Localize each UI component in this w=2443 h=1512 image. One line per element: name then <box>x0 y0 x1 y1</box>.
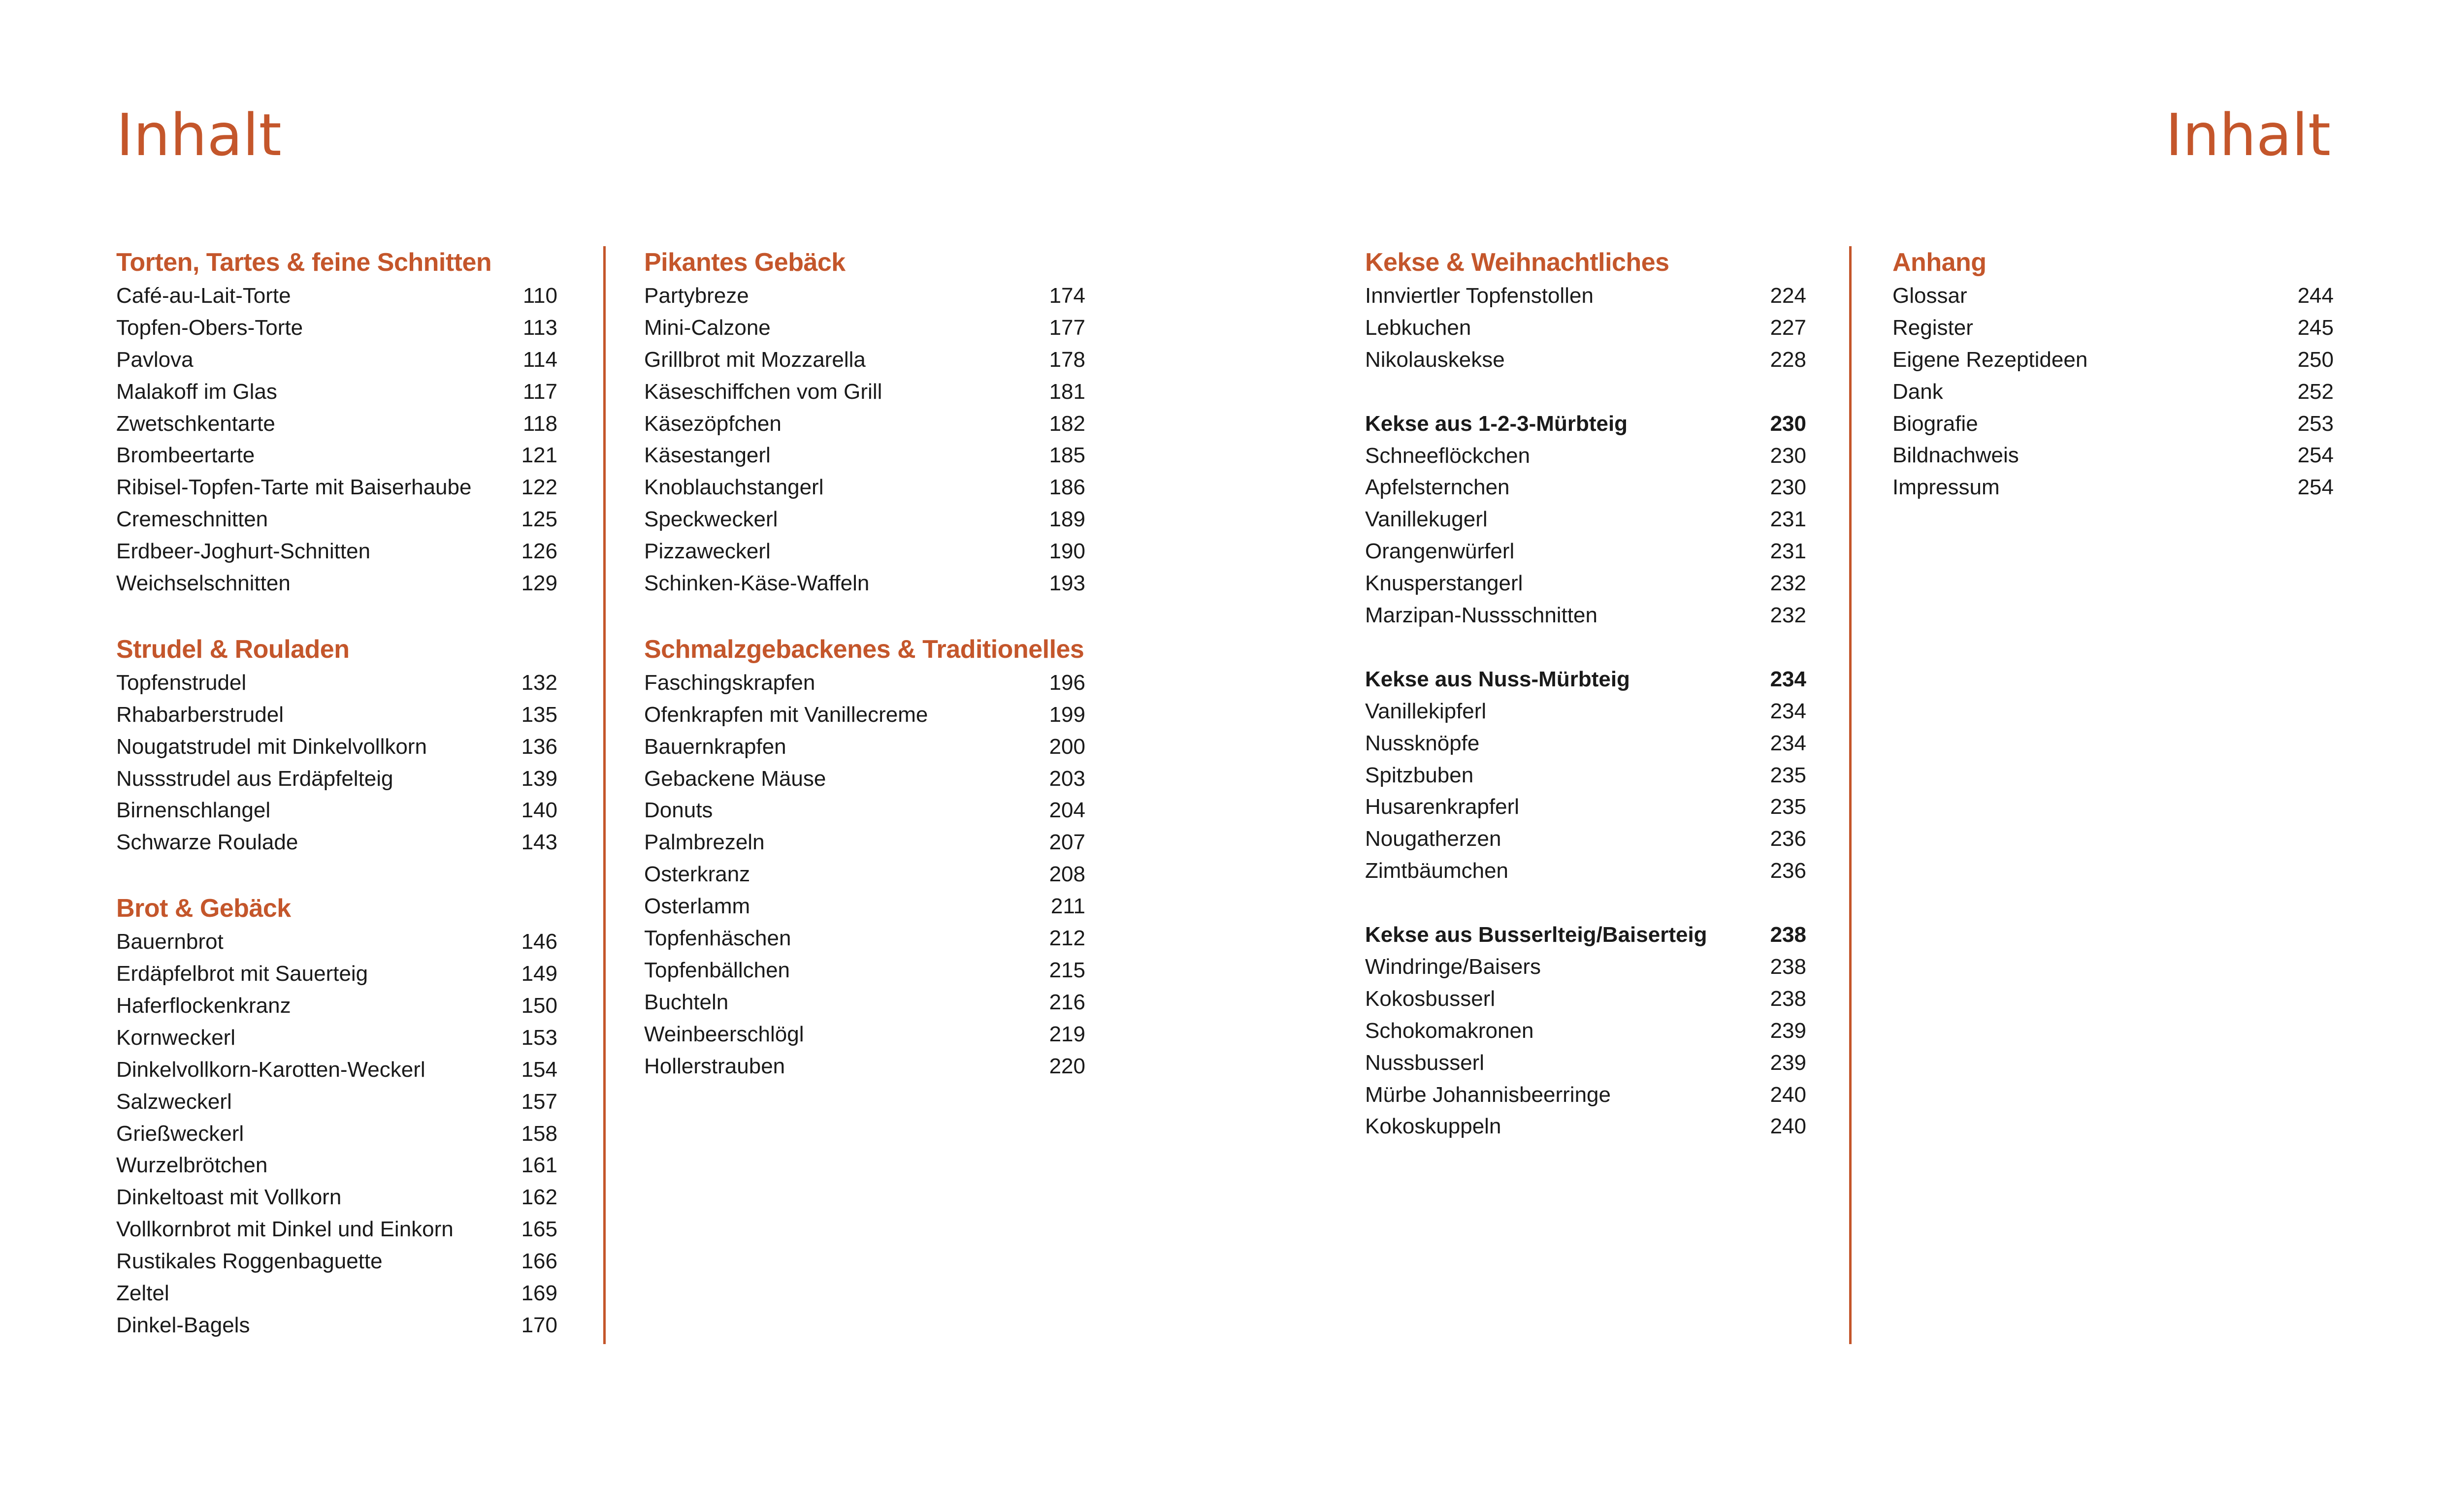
toc-entry <box>644 1019 1085 1051</box>
entry-page-number: 231 <box>1770 507 1806 532</box>
entry-page-number: 114 <box>522 347 557 372</box>
entry-page-number: 212 <box>1049 926 1085 951</box>
entry-title: Kokosbusserl <box>1365 986 1496 1011</box>
entry-title: Topfen-Obers-Torte <box>116 315 303 340</box>
section-title: Strudel & Rouladen <box>116 635 350 664</box>
toc-entry <box>116 408 557 440</box>
entry-title: Kornweckerl <box>116 1025 236 1050</box>
entry-title: Nussknöpfe <box>1365 731 1480 755</box>
toc-section <box>116 632 557 859</box>
entry-page-number: 238 <box>1770 986 1806 1011</box>
toc-subsection-entry <box>1365 408 1806 440</box>
toc-entry <box>116 667 557 699</box>
entry-title: Husarenkrapferl <box>1365 795 1520 819</box>
entry-page-number: 153 <box>521 1025 557 1050</box>
entry-page-number: 235 <box>1770 763 1806 787</box>
toc-entry <box>644 504 1085 536</box>
entry-page-number: 136 <box>521 734 557 759</box>
toc-column-1 <box>116 245 557 1374</box>
toc-entry <box>116 795 557 827</box>
entry-title: Vanillekugerl <box>1365 507 1488 532</box>
entry-title: Partybreze <box>644 284 749 308</box>
entry-page-number: 174 <box>1049 284 1085 308</box>
entry-title: Dinkelvollkorn-Karotten-Weckerl <box>116 1057 425 1082</box>
entry-title: Knusperstangerl <box>1365 571 1523 596</box>
entry-title: Weinbeerschlögl <box>644 1022 804 1046</box>
toc-entry <box>1365 760 1806 792</box>
toc-entry <box>116 1246 557 1278</box>
entry-title: Schwarze Roulade <box>116 830 298 855</box>
toc-entry <box>116 1182 557 1214</box>
entry-title: Café-au-Lait-Torte <box>116 284 291 308</box>
toc-section <box>1365 245 1806 376</box>
entry-page-number: 207 <box>1049 830 1085 855</box>
entry-title: Rustikales Roggenbaguette <box>116 1249 383 1274</box>
toc-entry <box>1365 504 1806 536</box>
toc-entry <box>1365 855 1806 887</box>
toc-entry <box>116 731 557 763</box>
entry-page-number: 199 <box>1049 702 1085 727</box>
entry-title: Kekse aus Busserlteig/Baiserteig <box>1365 923 1707 947</box>
entry-title: Speckweckerl <box>644 507 778 532</box>
entry-page-number: 232 <box>1770 571 1806 596</box>
entry-title: Wurzelbrötchen <box>116 1153 268 1178</box>
entry-title: Nougatstrudel mit Dinkelvollkorn <box>116 734 427 759</box>
entry-page-number: 240 <box>1770 1082 1806 1107</box>
entry-title: Dinkel-Bagels <box>116 1313 250 1337</box>
entry-title: Grillbrot mit Mozzarella <box>644 347 866 372</box>
entry-title: Schneeflöckchen <box>1365 443 1531 468</box>
toc-entry <box>1892 440 2334 472</box>
toc-entry <box>644 955 1085 987</box>
entry-page-number: 215 <box>1049 958 1085 982</box>
toc-entry <box>116 1214 557 1246</box>
toc-column-4 <box>1892 245 2334 536</box>
entry-page-number: 122 <box>521 475 557 500</box>
entry-title: Gebackene Mäuse <box>644 766 826 791</box>
toc-entry <box>1365 983 1806 1015</box>
toc-entry <box>1365 791 1806 823</box>
entry-title: Weichselschnitten <box>116 571 291 596</box>
column-divider-right <box>1849 246 1852 1344</box>
entry-title: Osterlamm <box>644 894 750 919</box>
entry-page-number: 110 <box>522 284 557 308</box>
entry-title: Mini-Calzone <box>644 315 771 340</box>
entry-title: Bauernbrot <box>116 930 224 954</box>
entry-title: Apfelsternchen <box>1365 475 1510 500</box>
entry-page-number: 143 <box>521 830 557 855</box>
entry-title: Mürbe Johannisbeerringe <box>1365 1082 1611 1107</box>
toc-entry <box>116 376 557 408</box>
entry-title: Nikolauskekse <box>1365 347 1505 372</box>
page-title-left: Inhalt <box>116 101 282 169</box>
entry-title: Zimtbäumchen <box>1365 859 1509 883</box>
toc-entry <box>1892 376 2334 408</box>
entry-title: Brombeertarte <box>116 443 255 468</box>
toc-entry <box>1892 472 2334 504</box>
toc-entry <box>1365 440 1806 472</box>
toc-entry <box>116 280 557 312</box>
page-title-right: Inhalt <box>2165 101 2331 169</box>
entry-page-number: 200 <box>1049 734 1085 759</box>
entry-title: Birnenschlangel <box>116 798 271 823</box>
entry-title: Topfenhäschen <box>644 926 791 951</box>
toc-entry <box>644 987 1085 1019</box>
toc-entry <box>1365 312 1806 344</box>
toc-entry <box>644 923 1085 955</box>
entry-title: Schokomakronen <box>1365 1018 1534 1043</box>
toc-entry <box>644 344 1085 376</box>
toc-entry <box>644 827 1085 859</box>
toc-entry <box>644 280 1085 312</box>
entry-page-number: 196 <box>1049 670 1085 695</box>
section-title: Torten, Tartes & feine Schnitten <box>116 248 492 277</box>
entry-title: Nougatherzen <box>1365 827 1501 851</box>
toc-column-3 <box>1365 245 1806 1175</box>
entry-title: Dank <box>1892 379 1943 404</box>
toc-entry <box>1365 1111 1806 1143</box>
entry-page-number: 234 <box>1770 667 1806 691</box>
toc-entry <box>644 795 1085 827</box>
entry-title: Pavlova <box>116 347 194 372</box>
entry-page-number: 219 <box>1049 1022 1085 1046</box>
entry-title: Impressum <box>1892 475 2000 500</box>
section-title: Anhang <box>1892 248 1987 277</box>
entry-title: Bauernkrapfen <box>644 734 786 759</box>
entry-page-number: 129 <box>521 571 557 596</box>
entry-page-number: 236 <box>1770 827 1806 851</box>
section-title: Pikantes Gebäck <box>644 248 846 277</box>
entry-title: Hollerstrauben <box>644 1054 785 1078</box>
entry-page-number: 238 <box>1770 923 1806 947</box>
entry-title: Ofenkrapfen mit Vanillecreme <box>644 702 928 727</box>
entry-title: Kekse aus 1-2-3-Mürbteig <box>1365 411 1628 436</box>
entry-page-number: 177 <box>1049 315 1085 340</box>
section-title: Schmalzgebackenes & Traditionelles <box>644 635 1084 664</box>
entry-page-number: 239 <box>1770 1018 1806 1043</box>
entry-page-number: 245 <box>2297 315 2334 340</box>
entry-title: Palmbrezeln <box>644 830 765 855</box>
entry-page-number: 154 <box>521 1057 557 1082</box>
entry-title: Malakoff im Glas <box>116 379 277 404</box>
entry-title: Buchteln <box>644 990 729 1014</box>
toc-entry <box>644 440 1085 472</box>
toc-entry <box>116 958 557 990</box>
entry-page-number: 189 <box>1049 507 1085 532</box>
entry-page-number: 162 <box>521 1185 557 1210</box>
toc-entry <box>116 472 557 504</box>
entry-title: Zeltel <box>116 1281 169 1306</box>
entry-page-number: 132 <box>521 670 557 695</box>
toc-entry <box>116 699 557 731</box>
entry-title: Ribisel-Topfen-Tarte mit Baiserhaube <box>116 475 472 500</box>
toc-entry <box>1365 600 1806 632</box>
entry-page-number: 238 <box>1770 955 1806 979</box>
entry-page-number: 244 <box>2297 284 2334 308</box>
toc-section <box>116 245 557 600</box>
entry-title: Register <box>1892 315 1973 340</box>
entry-page-number: 149 <box>521 962 557 986</box>
entry-title: Marzipan-Nussschnitten <box>1365 603 1597 628</box>
entry-title: Topfenbällchen <box>644 958 790 982</box>
toc-entry <box>644 891 1085 923</box>
section-title: Kekse & Weihnachtliches <box>1365 248 1669 277</box>
toc-entry <box>116 440 557 472</box>
toc-section <box>644 632 1085 1083</box>
toc-subsection-entry <box>1365 919 1806 951</box>
entry-title: Orangenwürferl <box>1365 539 1515 564</box>
entry-page-number: 252 <box>2297 379 2334 404</box>
entry-title: Grießweckerl <box>116 1121 244 1146</box>
entry-page-number: 139 <box>521 766 557 791</box>
entry-page-number: 161 <box>521 1153 557 1178</box>
toc-entry <box>116 1086 557 1118</box>
entry-page-number: 178 <box>1049 347 1085 372</box>
toc-section <box>1365 408 1806 632</box>
entry-page-number: 231 <box>1770 539 1806 564</box>
entry-page-number: 227 <box>1770 315 1806 340</box>
entry-title: Dinkeltoast mit Vollkorn <box>116 1185 342 1210</box>
toc-entry <box>644 859 1085 891</box>
toc-entry <box>116 504 557 536</box>
entry-title: Spitzbuben <box>1365 763 1474 787</box>
entry-title: Nussstrudel aus Erdäpfelteig <box>116 766 393 791</box>
entry-title: Käsezöpfchen <box>644 411 782 436</box>
toc-entry <box>1892 344 2334 376</box>
toc-entry <box>644 408 1085 440</box>
entry-page-number: 208 <box>1049 862 1085 887</box>
entry-title: Glossar <box>1892 284 1967 308</box>
entry-title: Eigene Rezeptideen <box>1892 347 2088 372</box>
toc-entry <box>1365 536 1806 568</box>
entry-title: Nussbusserl <box>1365 1050 1485 1075</box>
toc-entry <box>1365 728 1806 760</box>
toc-entry <box>1365 1015 1806 1047</box>
entry-page-number: 236 <box>1770 859 1806 883</box>
toc-entry <box>644 312 1085 344</box>
toc-entry <box>1365 472 1806 504</box>
entry-title: Bildnachweis <box>1892 443 2019 468</box>
entry-title: Käseschiffchen vom Grill <box>644 379 882 404</box>
entry-page-number: 185 <box>1049 443 1085 468</box>
toc-entry <box>116 1150 557 1182</box>
entry-title: Faschingskrapfen <box>644 670 815 695</box>
toc-entry <box>1365 568 1806 600</box>
entry-title: Donuts <box>644 798 713 823</box>
entry-title: Innviertler Topfenstollen <box>1365 284 1594 308</box>
entry-title: Schinken-Käse-Waffeln <box>644 571 870 596</box>
entry-page-number: 234 <box>1770 731 1806 755</box>
entry-page-number: 230 <box>1770 443 1806 468</box>
entry-page-number: 228 <box>1770 347 1806 372</box>
entry-page-number: 146 <box>521 930 557 954</box>
toc-entry <box>116 1054 557 1086</box>
toc-entry <box>1365 696 1806 728</box>
entry-page-number: 240 <box>1770 1114 1806 1139</box>
entry-title: Vollkornbrot mit Dinkel und Einkorn <box>116 1217 454 1242</box>
entry-title: Rhabarberstrudel <box>116 702 284 727</box>
entry-page-number: 253 <box>2297 411 2334 436</box>
entry-title: Topfenstrudel <box>116 670 247 695</box>
entry-page-number: 166 <box>521 1249 557 1274</box>
toc-section <box>116 891 557 1342</box>
entry-page-number: 230 <box>1770 411 1806 436</box>
entry-page-number: 239 <box>1770 1050 1806 1075</box>
entry-page-number: 234 <box>1770 699 1806 723</box>
entry-title: Windringe/Baisers <box>1365 955 1541 979</box>
toc-entry <box>1892 312 2334 344</box>
toc-entry <box>116 536 557 568</box>
entry-title: Erdäpfelbrot mit Sauerteig <box>116 962 368 986</box>
entry-title: Osterkranz <box>644 862 750 887</box>
entry-page-number: 250 <box>2297 347 2334 372</box>
toc-entry <box>116 312 557 344</box>
toc-entry <box>644 667 1085 699</box>
entry-title: Käsestangerl <box>644 443 771 468</box>
entry-page-number: 182 <box>1049 411 1085 436</box>
entry-page-number: 254 <box>2297 443 2334 468</box>
toc-entry <box>116 990 557 1022</box>
toc-entry <box>116 763 557 795</box>
entry-title: Pizzaweckerl <box>644 539 771 564</box>
entry-title: Knoblauchstangerl <box>644 475 824 500</box>
entry-title: Cremeschnitten <box>116 507 268 532</box>
entry-page-number: 204 <box>1049 798 1085 823</box>
toc-entry <box>116 926 557 958</box>
toc-entry <box>1365 823 1806 855</box>
toc-entry <box>644 536 1085 568</box>
entry-page-number: 150 <box>521 994 557 1018</box>
entry-page-number: 165 <box>521 1217 557 1242</box>
entry-page-number: 135 <box>521 702 557 727</box>
entry-title: Lebkuchen <box>1365 315 1471 340</box>
entry-page-number: 211 <box>1050 894 1085 919</box>
toc-entry <box>1365 280 1806 312</box>
entry-page-number: 158 <box>521 1121 557 1146</box>
toc-entry <box>644 472 1085 504</box>
entry-page-number: 186 <box>1049 475 1085 500</box>
entry-page-number: 140 <box>521 798 557 823</box>
entry-page-number: 121 <box>521 443 557 468</box>
toc-entry <box>116 344 557 376</box>
entry-title: Kekse aus Nuss-Mürbteig <box>1365 667 1630 691</box>
entry-title: Biografie <box>1892 411 1978 436</box>
toc-entry <box>1365 1047 1806 1079</box>
toc-entry <box>116 827 557 859</box>
section-title: Brot & Gebäck <box>116 894 291 923</box>
entry-page-number: 230 <box>1770 475 1806 500</box>
entry-page-number: 203 <box>1049 766 1085 791</box>
entry-page-number: 220 <box>1049 1054 1085 1078</box>
entry-page-number: 157 <box>521 1089 557 1114</box>
entry-page-number: 235 <box>1770 795 1806 819</box>
toc-entry <box>116 568 557 600</box>
toc-entry <box>1892 280 2334 312</box>
toc-entry <box>1365 344 1806 376</box>
entry-page-number: 126 <box>521 539 557 564</box>
entry-page-number: 193 <box>1049 571 1085 596</box>
toc-entry <box>116 1022 557 1054</box>
entry-page-number: 125 <box>521 507 557 532</box>
entry-page-number: 170 <box>521 1313 557 1337</box>
entry-page-number: 232 <box>1770 603 1806 628</box>
entry-page-number: 113 <box>522 315 557 340</box>
toc-entry <box>116 1118 557 1150</box>
toc-entry <box>1365 1079 1806 1111</box>
entry-title: Kokoskuppeln <box>1365 1114 1501 1139</box>
toc-section <box>1365 664 1806 887</box>
entry-title: Haferflockenkranz <box>116 994 291 1018</box>
toc-entry <box>116 1278 557 1310</box>
toc-entry <box>644 568 1085 600</box>
entry-page-number: 118 <box>522 411 557 436</box>
toc-section <box>644 245 1085 600</box>
entry-page-number: 169 <box>521 1281 557 1306</box>
toc-section <box>1892 245 2334 504</box>
entry-title: Vanillekipferl <box>1365 699 1487 723</box>
toc-column-2 <box>644 245 1085 1114</box>
entry-title: Salzweckerl <box>116 1089 232 1114</box>
toc-entry <box>116 1310 557 1342</box>
toc-entry <box>1365 951 1806 983</box>
entry-page-number: 181 <box>1049 379 1085 404</box>
toc-subsection-entry <box>1365 664 1806 696</box>
entry-title: Erdbeer-Joghurt-Schnitten <box>116 539 371 564</box>
entry-title: Zwetschkentarte <box>116 411 275 436</box>
entry-page-number: 224 <box>1770 284 1806 308</box>
toc-entry <box>644 731 1085 763</box>
toc-entry <box>644 376 1085 408</box>
toc-entry <box>644 699 1085 731</box>
toc-entry <box>1892 408 2334 440</box>
entry-page-number: 216 <box>1049 990 1085 1014</box>
toc-entry <box>644 763 1085 795</box>
entry-page-number: 117 <box>522 379 557 404</box>
toc-section <box>1365 919 1806 1143</box>
column-divider-left <box>603 246 606 1344</box>
entry-page-number: 254 <box>2297 475 2334 500</box>
toc-entry <box>644 1051 1085 1083</box>
entry-page-number: 190 <box>1049 539 1085 564</box>
